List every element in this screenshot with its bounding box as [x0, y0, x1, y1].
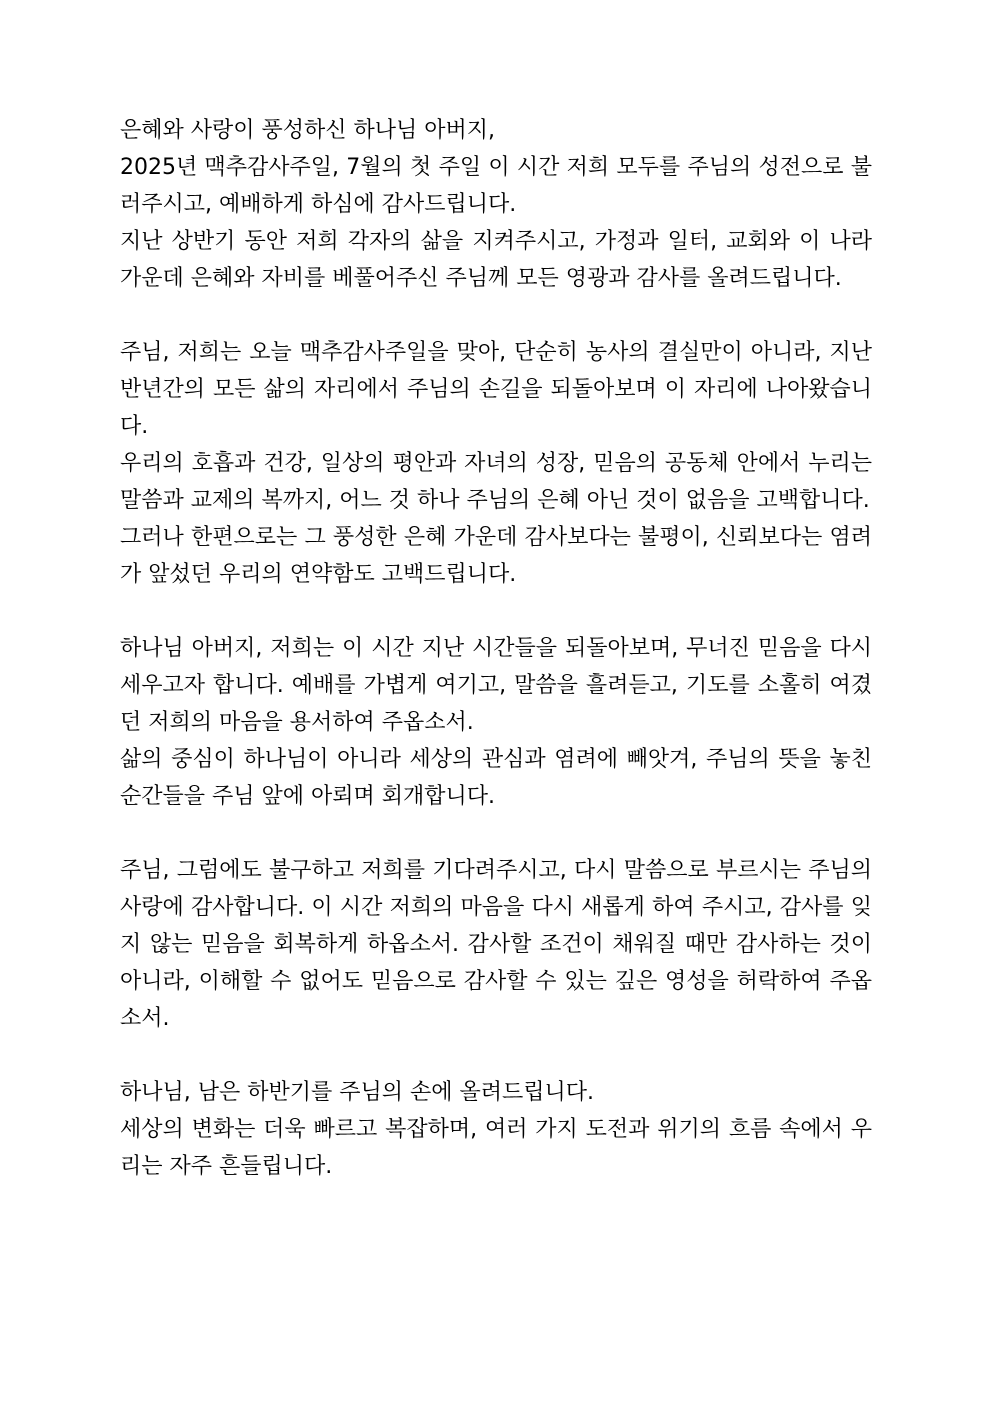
paragraph-confession-weakness: 그러나 한편으로는 그 풍성한 은혜 가운데 감사보다는 불평이, 신뢰보다는 염려가 앞섰던 우리의 연약함도 고백드립니다. [120, 525, 872, 587]
paragraph-looking-back: 주님, 저희는 오늘 맥추감사주일을 맞아, 단순히 농사의 결실만이 아니라, 지난 반년간의 모든 삶의 자리에서 주님의 손길을 되돌아보며 이 자리에 나아왔습니다. [120, 340, 872, 439]
paragraph-gratitude-renewal: 주님, 그럼에도 불구하고 저희를 기다려주시고, 다시 말씀으로 부르시는 주님의 사랑에 감사합니다. 이 시간 저희의 마음을 다시 새롭게 하여 주시고, 감사를 잊지 않는 믿음을 회복하게 하옵소서. 감사할 조건이 채워질 때만 감사하는 것이 아니라, 이해할 수 없어도 믿음으로 감사할 수 있는 깊은 영성을 허락하여 주옵소서. [120, 858, 872, 1031]
paragraph-blessings: 우리의 호흡과 건강, 일상의 평안과 자녀의 성장, 믿음의 공동체 안에서 누리는 말씀과 교제의 복까지, 어느 것 하나 주님의 은혜 아닌 것이 없음을 고백합니다. [120, 451, 872, 513]
paragraph-repentance: 삶의 중심이 하나님이 아니라 세상의 관심과 염려에 빼앗겨, 주님의 뜻을 놓친 순간들을 주님 앞에 아뢰며 회개합니다. [120, 747, 872, 809]
paragraph-rebuild-faith: 하나님 아버지, 저희는 이 시간 지난 시간들을 되돌아보며, 무너진 믿음을 다시 세우고자 합니다. 예배를 가볍게 여기고, 말씀을 흘려듣고, 기도를 소홀히 여겼던 저희의 마음을 용서하여 주옵소서. [120, 636, 872, 735]
paragraph-opening: 은혜와 사랑이 풍성하신 하나님 아버지, [120, 118, 495, 143]
paragraph-world-changes: 세상의 변화는 더욱 빠르고 복잡하며, 여러 가지 도전과 위기의 흐름 속에서 우리는 자주 흔들립니다. [120, 1117, 872, 1179]
paragraph-second-half: 하나님, 남은 하반기를 주님의 손에 올려드립니다. [120, 1080, 594, 1105]
paragraph-thanks-first-half: 지난 상반기 동안 저희 각자의 삶을 지켜주시고, 가정과 일터, 교회와 이 나라 가운데 은혜와 자비를 베풀어주신 주님께 모든 영광과 감사를 올려드립니다. [120, 229, 872, 291]
paragraph-thanks-worship: 2025년 맥추감사주일, 7월의 첫 주일 이 시간 저희 모두를 주님의 성전으로 불러주시고, 예배하게 하심에 감사드립니다. [120, 155, 872, 217]
prayer-text [120, 112, 872, 1185]
